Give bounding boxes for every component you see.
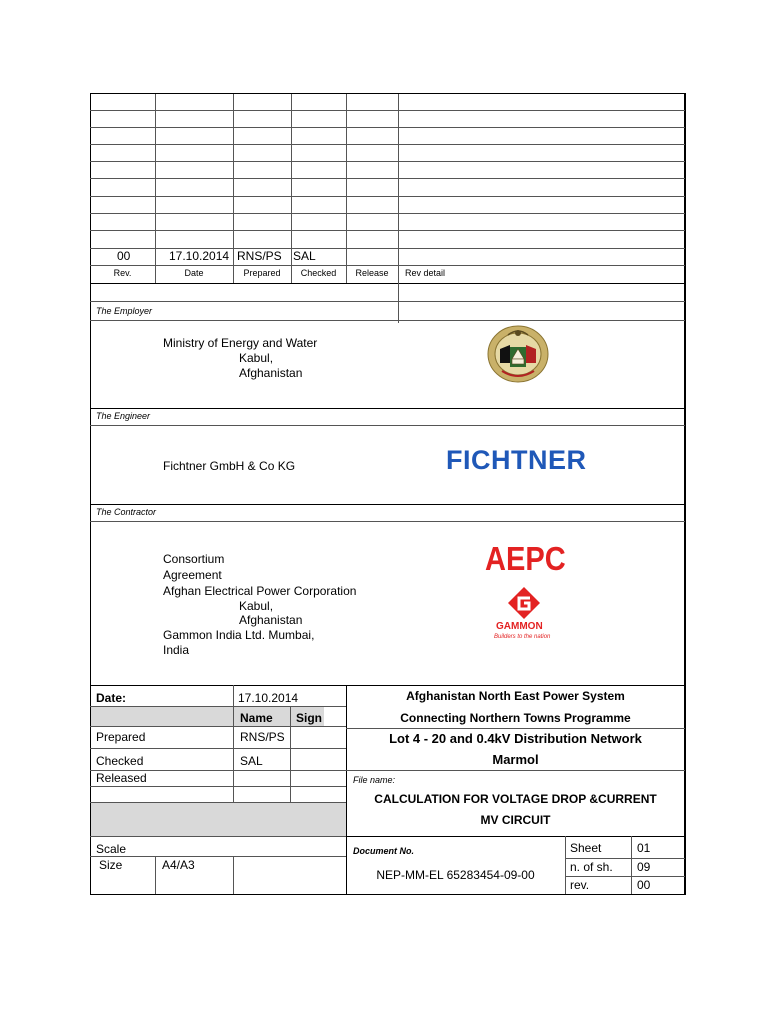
sign-header: Sign [296, 711, 322, 725]
size-label: Size [99, 858, 123, 872]
file-title-line-1: CALCULATION FOR VOLTAGE DROP &CURRENT [374, 792, 657, 806]
fichtner-logo: FICHTNER [446, 445, 587, 475]
file-title-line-2: MV CIRCUIT [480, 813, 551, 827]
checked-value: SAL [240, 754, 263, 768]
employer-name: Ministry of Energy and Water [163, 336, 318, 350]
rev-header-date: Date [184, 268, 204, 278]
file-name-label: File name: [353, 775, 396, 785]
shaded-block [91, 802, 346, 836]
document-no-label: Document No. [353, 846, 415, 856]
employer-country: Afghanistan [239, 366, 303, 380]
gammon-logo-mark [507, 586, 541, 620]
rev-header-prepared: Prepared [243, 268, 281, 278]
num-sheets-label: n. of sh. [570, 860, 613, 874]
lot-line-1: Lot 4 - 20 and 0.4kV Distribution Network [389, 731, 642, 746]
released-label: Released [96, 771, 147, 785]
rev-header-rev: Rev. [113, 268, 132, 278]
rev-header-release: Release [355, 268, 389, 278]
gammon-logo-text: GAMMON [496, 621, 543, 632]
sheet-label: Sheet [570, 841, 602, 855]
rev-header-rev-detail: Rev detail [405, 268, 446, 278]
scale-label: Scale [96, 842, 127, 856]
size-value: A4/A3 [162, 858, 195, 872]
contractor-line-2: Agreement [163, 568, 222, 582]
engineer-name: Fichtner GmbH & Co KG [163, 459, 296, 473]
contractor-line-5: Afghanistan [239, 613, 303, 627]
date-value: 17.10.2014 [238, 691, 299, 705]
rev-entry-date: 17.10.2014 [169, 249, 230, 263]
project-line-2: Connecting Northern Towns Programme [400, 711, 631, 725]
contractor-line-4: Kabul, [239, 599, 274, 613]
name-header: Name [240, 711, 273, 725]
gammon-logo-tagline: Builders to the nation [494, 634, 551, 640]
employer-label: The Employer [96, 306, 153, 316]
checked-label: Checked [96, 754, 144, 768]
project-line-1: Afghanistan North East Power System [406, 689, 625, 703]
rev-header-checked: Checked [300, 268, 337, 278]
contractor-line-3: Afghan Electrical Power Corporation [163, 584, 357, 598]
rev-entry-number: 00 [117, 249, 131, 263]
rev-entry-checked: SAL [293, 249, 316, 263]
lot-line-2: Marmol [492, 752, 539, 767]
rev-value: 00 [637, 878, 651, 892]
sheet-value: 01 [637, 841, 651, 855]
contractor-line-6: Gammon India Ltd. Mumbai, [163, 628, 315, 642]
contractor-line-7: India [163, 643, 190, 657]
prepared-value: RNS/PS [240, 730, 285, 744]
afghanistan-emblem-logo [486, 323, 550, 383]
document-no-value: NEP-MM-EL 65283454-09-00 [376, 868, 535, 882]
engineer-label: The Engineer [96, 411, 151, 421]
rev-label: rev. [570, 878, 590, 892]
aepc-logo: AEPC [485, 540, 566, 577]
num-sheets-value: 09 [637, 860, 651, 874]
contractor-label: The Contractor [96, 507, 157, 517]
rev-entry-prepared: RNS/PS [237, 249, 282, 263]
prepared-label: Prepared [96, 730, 146, 744]
contractor-line-1: Consortium [163, 552, 225, 566]
employer-city: Kabul, [239, 351, 274, 365]
date-label: Date: [96, 691, 127, 705]
